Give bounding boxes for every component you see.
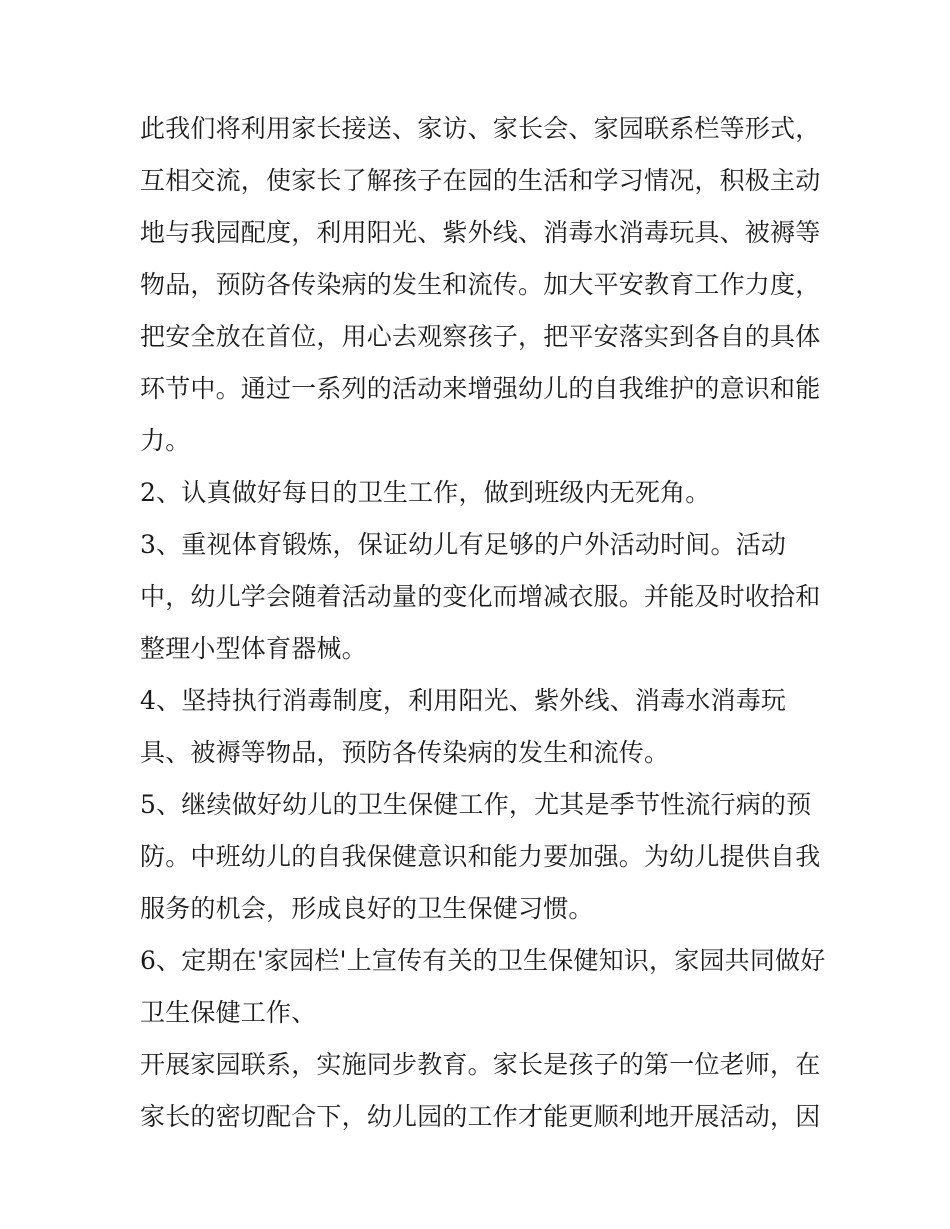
list-item-4: 4、坚持执行消毒制度，利用阳光、紫外线、消毒水消毒玩 bbox=[140, 686, 787, 715]
document-body bbox=[140, 103, 826, 1143]
text-line: 整理小型体育器械。 bbox=[140, 634, 367, 663]
text-line: 环节中。通过一系列的活动来增强幼儿的自我维护的意识和能 bbox=[140, 374, 821, 403]
list-item-2: 2、认真做好每日的卫生工作，做到班级内无死角。 bbox=[140, 478, 711, 507]
text-line: 防。中班幼儿的自我保健意识和能力要加强。为幼儿提供自我 bbox=[140, 842, 821, 871]
list-item-3: 3、重视体育锻炼，保证幼儿有足够的户外活动时间。活动 bbox=[140, 530, 787, 559]
text-line: 服务的机会，形成良好的卫生保健习惯。 bbox=[140, 894, 594, 923]
list-item-6: 6、定期在'家园栏'上宣传有关的卫生保健知识，家园共同做好 bbox=[140, 946, 826, 975]
text-line: 家长的密切配合下，幼儿园的工作才能更顺利地开展活动，因 bbox=[140, 1102, 821, 1131]
text-line: 把安全放在首位，用心去观察孩子，把平安落实到各自的具体 bbox=[140, 322, 821, 351]
text-line: 力。 bbox=[140, 426, 191, 455]
text-line: 此我们将利用家长接送、家访、家长会、家园联系栏等形式， bbox=[140, 114, 821, 143]
text-line: 互相交流，使家长了解孩子在园的生活和学习情况，积极主动 bbox=[140, 166, 821, 195]
text-line: 卫生保健工作、 bbox=[140, 998, 317, 1027]
list-item-5: 5、继续做好幼儿的卫生保健工作，尤其是季节性流行病的预 bbox=[140, 790, 812, 819]
text-line: 物品，预防各传染病的发生和流传。加大平安教育工作力度， bbox=[140, 270, 821, 299]
text-line: 开展家园联系，实施同步教育。家长是孩子的第一位老师，在 bbox=[140, 1050, 821, 1079]
text-line: 具、被褥等物品，预防各传染病的发生和流传。 bbox=[140, 738, 670, 767]
text-line: 中，幼儿学会随着活动量的变化而增减衣服。并能及时收拾和 bbox=[140, 582, 821, 611]
text-line: 地与我园配度，利用阳光、紫外线、消毒水消毒玩具、被褥等 bbox=[140, 218, 821, 247]
